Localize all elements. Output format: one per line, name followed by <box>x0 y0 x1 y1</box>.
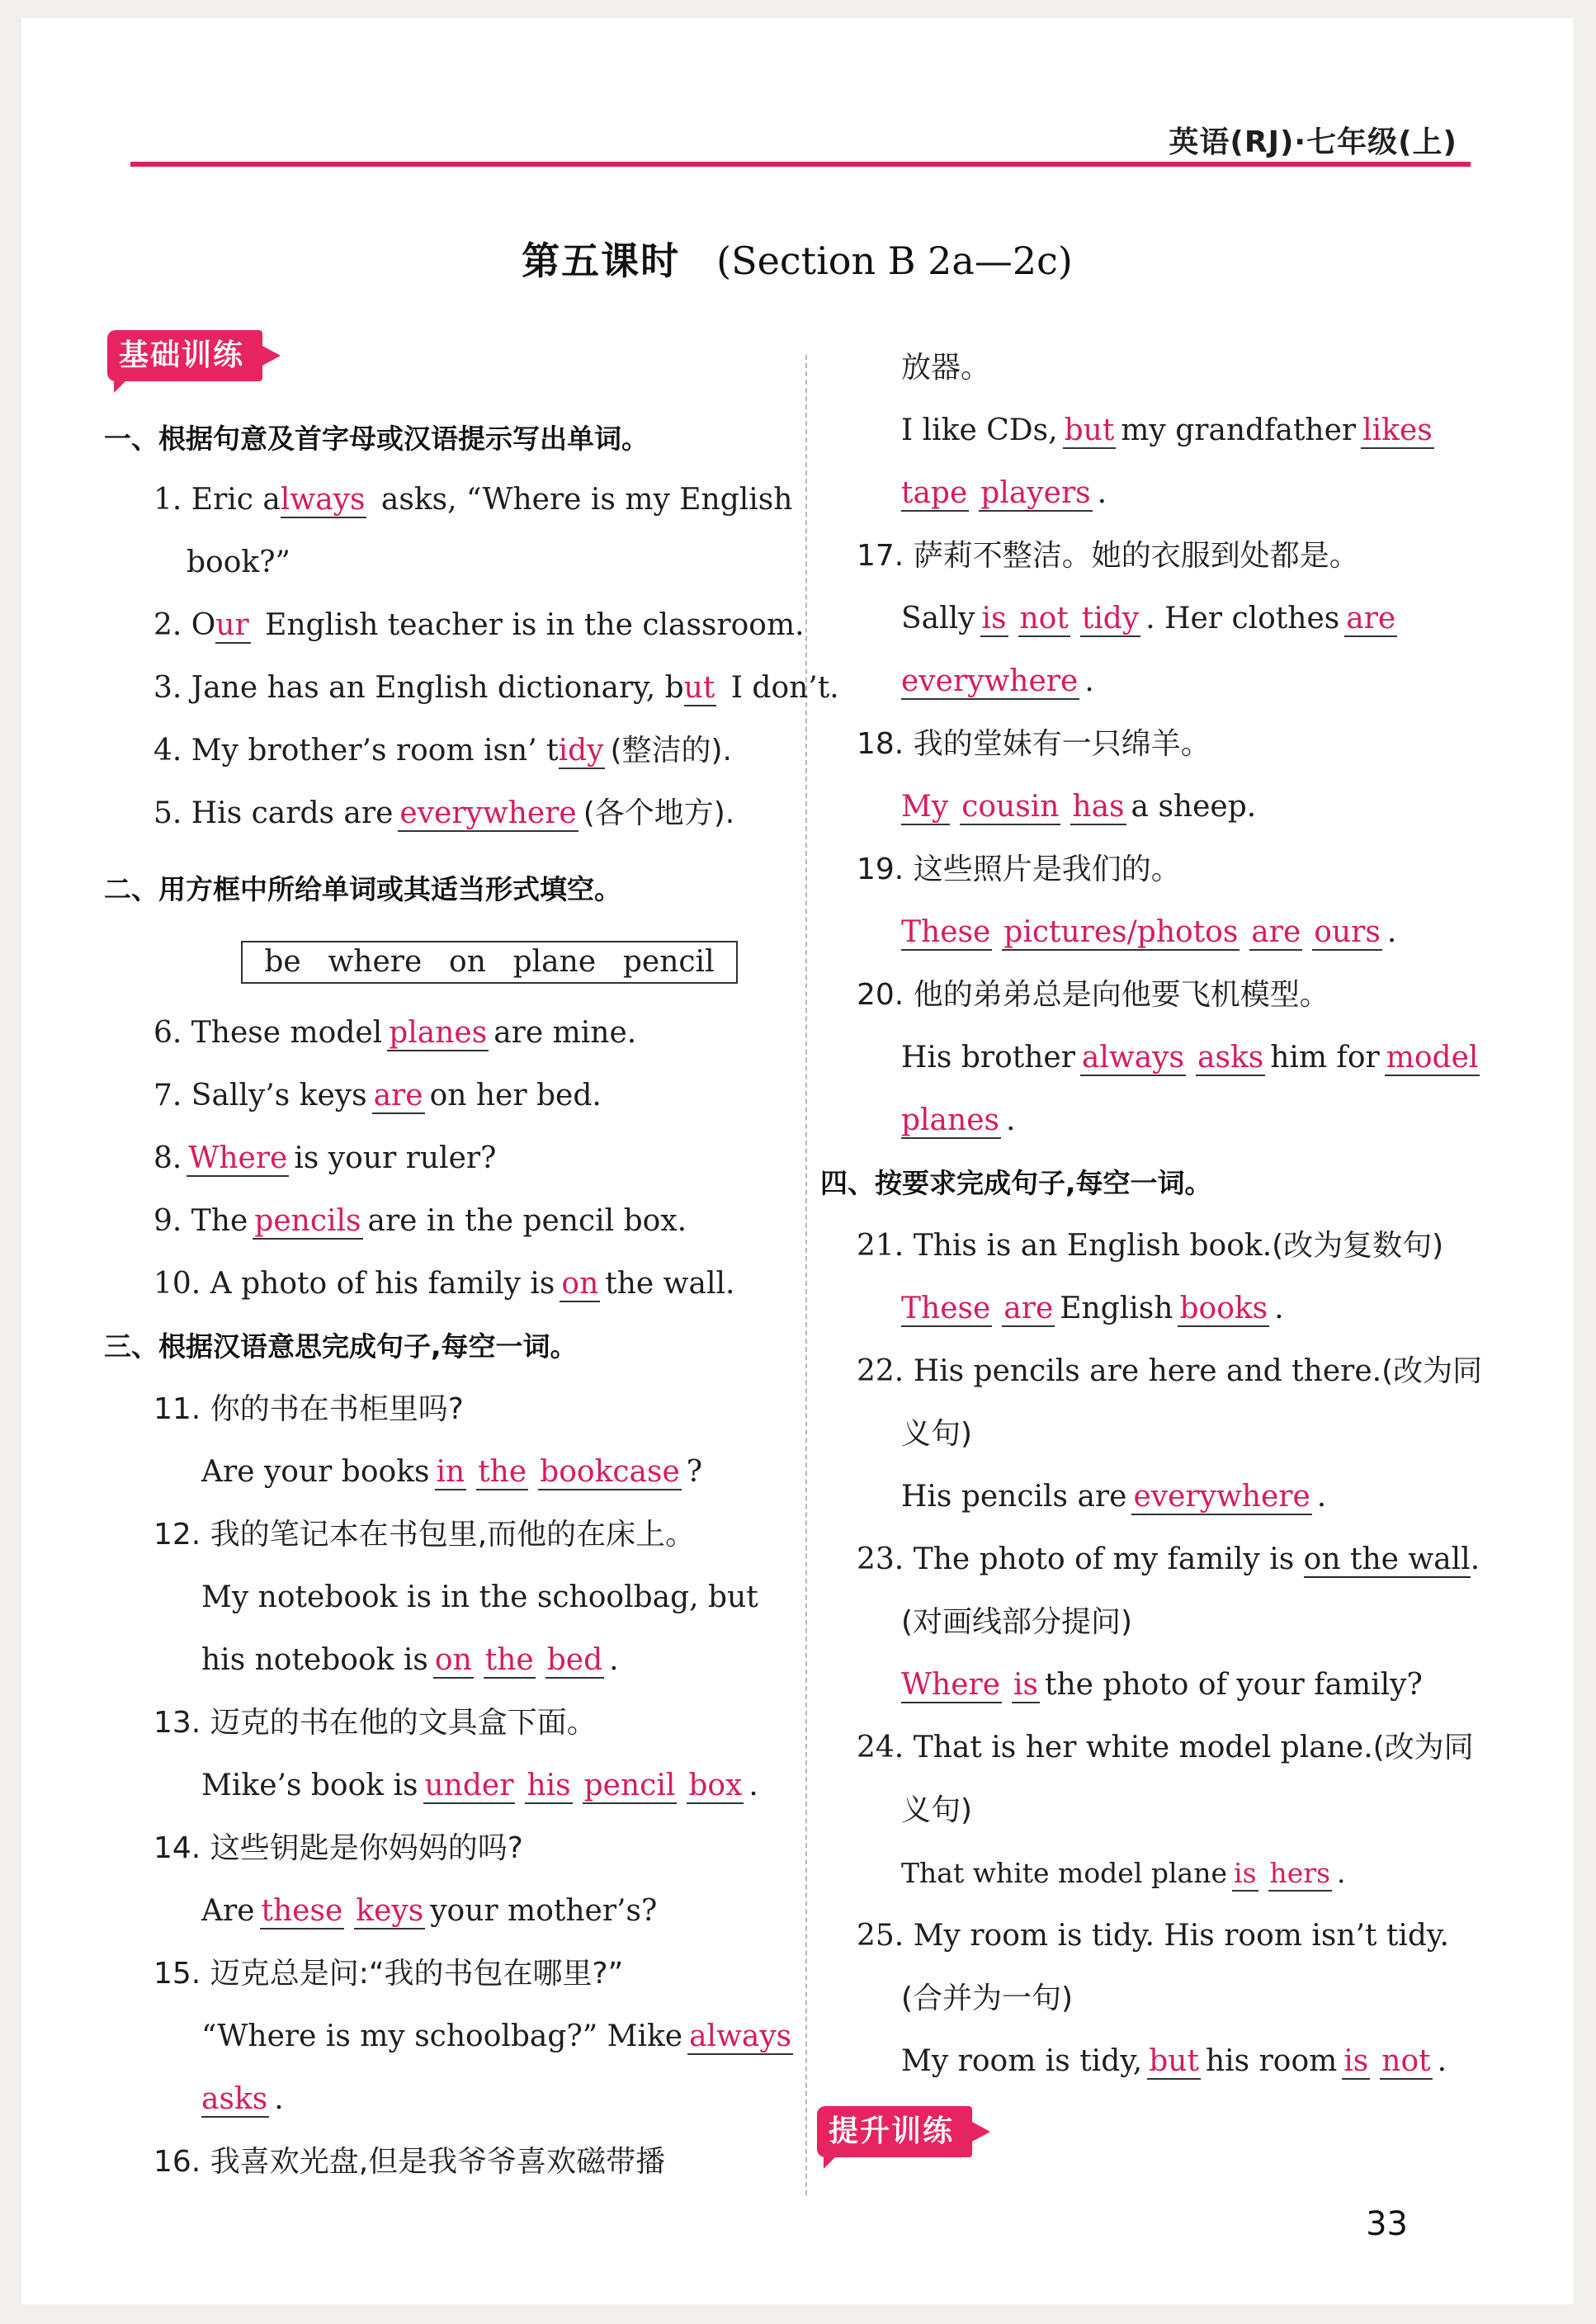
question-4 <box>153 731 732 771</box>
question-16-prompt: 16. 我喜欢光盘,但是我爷爷喜欢磁带播 <box>153 2145 666 2179</box>
question-15-answer-line <box>201 2017 798 2057</box>
word-box-item: where <box>328 945 423 979</box>
q9-text-end: are in the pencil box. <box>367 1204 687 1238</box>
q22-text: 22. His pencils are here and there. <box>857 1354 1382 1388</box>
q13-text: Mike’s book is <box>201 1769 418 1802</box>
q6-text: 6. These model <box>153 1016 383 1050</box>
section-2-heading: 二、用方框中所给单词或其适当形式填空。 <box>104 873 621 905</box>
q24-text-end: . <box>1337 1857 1346 1889</box>
question-14-answer-line <box>201 1892 657 1931</box>
q14-text-end: your mother’s? <box>430 1894 658 1928</box>
q9-text: 9. The <box>153 1204 248 1238</box>
q15-answer-2: asks <box>201 2082 268 2116</box>
q16-text-end: . <box>1097 476 1107 510</box>
q19-answer-1: These <box>901 915 991 949</box>
word-box-item: be <box>264 945 301 979</box>
q23-answer-1: Where <box>901 1668 1001 1702</box>
q23-underlined-part: on the wall <box>1303 1542 1471 1576</box>
word-box-item: plane <box>512 945 597 979</box>
question-24 <box>857 1728 1474 1768</box>
q20-answer-3: model <box>1386 1041 1479 1075</box>
word-box-item: on <box>449 945 486 979</box>
q7-text-end: on her bed. <box>429 1079 602 1112</box>
question-23-instruction: (对画线部分提问) <box>901 1605 1133 1639</box>
question-22-answer-line <box>901 1477 1326 1517</box>
question-1-cont: book?” <box>187 546 290 579</box>
book-header: 英语(RJ)·七年级(上) <box>1169 125 1457 159</box>
q5-hint: (各个地方). <box>583 796 735 830</box>
question-8 <box>153 1139 496 1179</box>
q6-text-end: are mine. <box>493 1016 637 1050</box>
q21-answer-1: These <box>901 1292 991 1325</box>
question-15-answer-line-2 <box>201 2080 284 2119</box>
word-box-item: pencil <box>622 945 715 979</box>
question-14-prompt: 14. 这些钥匙是你妈妈的吗? <box>153 1831 523 1865</box>
q21-answer-2: are <box>1003 1292 1054 1325</box>
question-12-answer-line <box>201 1641 619 1680</box>
question-20-answer-line-2 <box>901 1101 1015 1141</box>
question-5 <box>153 794 734 834</box>
question-7 <box>153 1076 602 1116</box>
q11-answer-3: bookcase <box>540 1455 680 1489</box>
q19-answer-4: ours <box>1314 915 1381 949</box>
q14-answer-2: keys <box>356 1894 424 1928</box>
question-12-prompt: 12. 我的笔记本在书包里,而他的在床上。 <box>153 1518 696 1552</box>
q17-answer-1: is <box>981 602 1007 635</box>
q20-answer-2: asks <box>1197 1041 1264 1075</box>
q23-text-end: . <box>1470 1542 1480 1576</box>
q11-answer-1: in <box>436 1455 465 1489</box>
q13-answer-4: box <box>688 1769 743 1802</box>
q21-answer-3: books <box>1179 1292 1268 1325</box>
question-22-instruction-cont: 义句) <box>901 1417 973 1451</box>
q8-answer: Where <box>188 1141 288 1175</box>
q2-answer: ur <box>215 608 249 642</box>
q16-answer-4: players <box>980 476 1091 510</box>
q11-answer-2: the <box>478 1455 527 1489</box>
question-24-instruction-cont: 义句) <box>901 1793 973 1827</box>
question-13-prompt: 13. 迈克的书在他的文具盒下面。 <box>153 1706 597 1740</box>
q17-answer-2: not <box>1019 602 1069 635</box>
q16-text: I like CDs, <box>901 413 1058 447</box>
q20-text-end: . <box>1006 1103 1016 1137</box>
q20-text: His brother <box>901 1041 1075 1075</box>
q15-text: “Where is my schoolbag?” Mike <box>201 2019 683 2053</box>
q3-text-end: I don’t. <box>721 671 839 705</box>
q7-text: 7. Sally’s keys <box>153 1079 367 1112</box>
question-17-answer-line-2 <box>901 662 1094 701</box>
q19-answer-2: pictures/photos <box>1003 915 1239 949</box>
q5-answer: everywhere <box>399 796 577 830</box>
lesson-title <box>21 231 1573 286</box>
q25-text-end: . <box>1437 2044 1447 2078</box>
question-25-instruction: (合并为一句) <box>901 1982 1074 2015</box>
q6-answer: planes <box>389 1016 488 1050</box>
advanced-training-tag: 提升训练 <box>817 2106 972 2157</box>
question-16-answer-line <box>901 411 1439 451</box>
q24-text: 24. That is her white model plane. <box>857 1731 1373 1764</box>
q18-answer-2: cousin <box>961 790 1060 824</box>
question-25-answer-line <box>901 2042 1447 2081</box>
question-10 <box>153 1264 734 1304</box>
q25-answer-2: is <box>1343 2044 1369 2078</box>
q9-answer: pencils <box>254 1204 361 1238</box>
q4-hint: (整洁的). <box>610 734 733 768</box>
q16-answer-1: but <box>1064 413 1115 447</box>
q4-answer: idy <box>558 734 604 768</box>
section-4-heading: 四、按要求完成句子,每空一词。 <box>820 1167 1212 1199</box>
question-6 <box>153 1013 636 1053</box>
q5-text: 5. His cards are <box>153 796 394 830</box>
q12-text-end: . <box>609 1643 619 1677</box>
lesson-title-en: (Section B 2a—2c) <box>716 239 1073 283</box>
page-number: 33 <box>1366 2205 1408 2243</box>
q24-answer-1: is <box>1232 1857 1258 1892</box>
q23-text-after: the photo of your family? <box>1045 1668 1423 1702</box>
question-9 <box>153 1202 687 1241</box>
q4-text: 4. My brother’s room isn’ t <box>153 734 559 768</box>
q13-answer-2: his <box>526 1769 571 1802</box>
q3-text: 3. Jane has an English dictionary, b <box>153 671 684 705</box>
header-rule <box>130 162 1471 167</box>
q3-answer: ut <box>683 671 715 705</box>
question-18-prompt: 18. 我的堂妹有一只绵羊。 <box>857 727 1211 761</box>
q15-answer-1: always <box>689 2019 792 2053</box>
question-13-answer-line <box>201 1766 758 1806</box>
q20-answer-1: always <box>1081 1041 1184 1075</box>
q24-text-pre: That white model plane <box>901 1857 1228 1889</box>
q19-answer-3: are <box>1251 915 1301 949</box>
q8-text-end: is your ruler? <box>294 1141 497 1175</box>
q21-text-mid: English <box>1060 1292 1173 1325</box>
q8-text: 8. <box>153 1141 182 1175</box>
q16-answer-2: likes <box>1362 413 1433 447</box>
question-11-answer-line <box>201 1452 702 1492</box>
section-3-heading: 三、根据汉语意思完成句子,每空一词。 <box>104 1330 578 1363</box>
q17-answer-5: everywhere <box>901 664 1079 698</box>
question-19-prompt: 19. 这些照片是我们的。 <box>857 853 1181 886</box>
question-25: 25. My room is tidy. His room isn’t tidy. <box>857 1919 1449 1953</box>
q18-answer-1: My <box>901 790 949 824</box>
question-2 <box>153 606 805 645</box>
q21-text-end: . <box>1274 1292 1284 1325</box>
question-3 <box>153 668 839 708</box>
q25-answer-3: not <box>1381 2044 1431 2078</box>
q20-text-mid: him for <box>1270 1041 1380 1075</box>
q19-text-end: . <box>1386 915 1397 949</box>
q24-answer-2: hers <box>1268 1857 1333 1892</box>
q25-text-mid: his room <box>1205 2044 1338 2078</box>
q13-answer-1: under <box>424 1769 514 1802</box>
question-1 <box>153 480 792 520</box>
q1-answer: lways <box>280 483 366 517</box>
word-box <box>241 941 738 984</box>
question-17-prompt: 17. 萨莉不整洁。她的衣服到处都是。 <box>857 539 1359 573</box>
q1-text-end: asks, “Where is my English <box>371 483 793 517</box>
q11-text: Are your books <box>201 1455 430 1489</box>
q21-instruction: (改为复数句) <box>1272 1229 1444 1263</box>
question-16-prompt-cont: 放器。 <box>901 351 991 385</box>
q17-answer-3: tidy <box>1081 602 1140 635</box>
q2-text-end: English teacher is in the classroom. <box>255 608 805 642</box>
q23-text: 23. The photo of my family is <box>857 1542 1295 1576</box>
question-16-answer-line-2 <box>901 474 1107 513</box>
q1-text: 1. Eric a <box>153 483 281 517</box>
question-22 <box>857 1352 1482 1391</box>
question-21-answer-line <box>901 1289 1284 1329</box>
q16-text-mid: my grandfather <box>1121 413 1357 447</box>
q14-text: Are <box>201 1894 255 1928</box>
q13-text-end: . <box>748 1769 758 1802</box>
q12-answer-1: on <box>434 1643 472 1677</box>
basic-training-tag: 基础训练 <box>107 330 262 381</box>
q23-answer-2: is <box>1013 1668 1039 1702</box>
section-1-heading: 一、根据句意及首字母或汉语提示写出单词。 <box>104 423 649 455</box>
question-19-answer-line <box>901 913 1396 952</box>
q25-answer-1: but <box>1149 2044 1199 2078</box>
q14-answer-1: these <box>261 1894 343 1928</box>
q22-text-pre: His pencils are <box>901 1480 1127 1514</box>
q10-text-end: the wall. <box>605 1267 735 1301</box>
q13-answer-3: pencil <box>583 1769 676 1802</box>
question-24-answer-line <box>901 1854 1346 1893</box>
question-20-answer-line <box>901 1038 1485 1078</box>
q12-text: his notebook is <box>201 1643 428 1677</box>
q24-instruction: (改为同 <box>1372 1731 1474 1764</box>
question-18-answer-line <box>901 787 1256 827</box>
q10-text: 10. A photo of his family is <box>153 1267 555 1301</box>
q17-text-end: . <box>1084 664 1094 698</box>
q22-instruction: (改为同 <box>1381 1354 1483 1388</box>
column-divider <box>805 355 807 2195</box>
q15-text-end: . <box>274 2082 284 2116</box>
question-12-line-1: My notebook is in the schoolbag, but <box>201 1580 758 1614</box>
q20-answer-4: planes <box>901 1103 999 1137</box>
q21-text: 21. This is an English book. <box>857 1229 1273 1263</box>
page <box>21 18 1573 2304</box>
q2-text: 2. O <box>153 608 216 642</box>
q17-text: Sally <box>901 602 975 635</box>
question-11-prompt: 11. 你的书在书柜里吗? <box>153 1392 464 1426</box>
q25-text-pre: My room is tidy, <box>901 2044 1143 2078</box>
q12-answer-3: bed <box>546 1643 603 1677</box>
q7-answer: are <box>373 1079 423 1112</box>
q22-text-end: . <box>1316 1480 1327 1514</box>
q18-text-end: a sheep. <box>1131 790 1257 824</box>
q17-text-mid: . Her clothes <box>1145 602 1340 635</box>
q10-answer: on <box>561 1267 599 1301</box>
q12-answer-2: the <box>484 1643 534 1677</box>
q22-answer-1: everywhere <box>1133 1480 1310 1514</box>
q16-answer-3: tape <box>901 476 968 510</box>
q18-answer-3: has <box>1072 790 1125 824</box>
q17-answer-4: are <box>1346 602 1396 635</box>
question-20-prompt: 20. 他的弟弟总是向他要飞机模型。 <box>857 978 1329 1012</box>
q11-text-end: ? <box>686 1455 703 1489</box>
question-23-answer-line <box>901 1665 1423 1705</box>
question-21 <box>857 1226 1443 1266</box>
question-17-answer-line <box>901 599 1402 639</box>
question-15-prompt: 15. 迈克总是问:“我的书包在哪里?” <box>153 1957 624 1991</box>
lesson-title-cn: 第五课时 <box>522 239 681 283</box>
question-23 <box>857 1540 1480 1580</box>
